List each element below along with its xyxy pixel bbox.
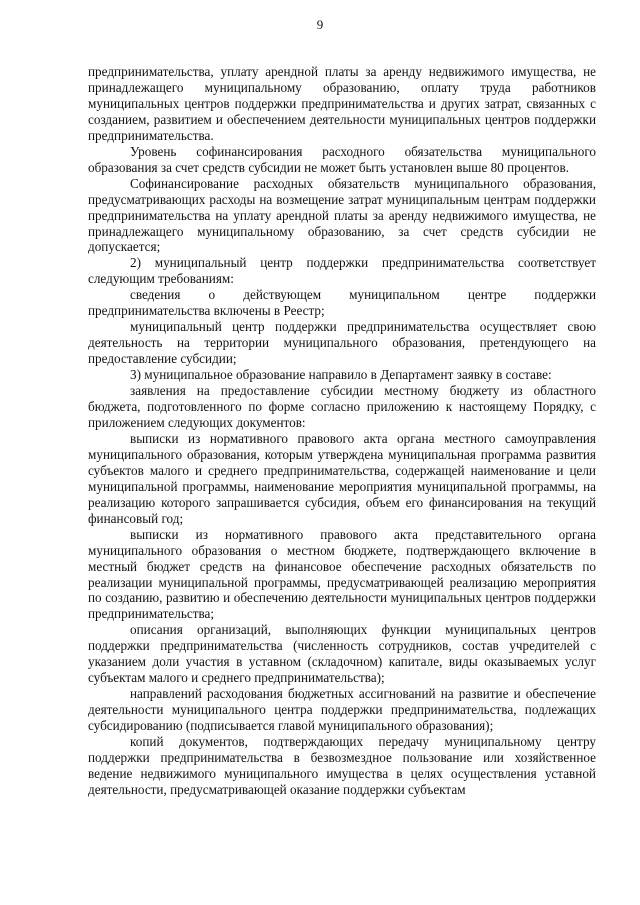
paragraph-document-copies: копий документов, подтверждающих передачу муниципальному центру поддержки предпринимательства в безвозмездное пользование или хозяйственное ведение недвижимого муниципального имущества в целях осуществления уставной деятельности, предусматривающей оказание поддержки субъектам [88,734,596,797]
paragraph-cofinancing-level: Уровень софинансирования расходного обязательства муниципального образования за счет средств субсидии не может быть установлен выше 80 процентов. [88,143,596,175]
page-number: 9 [316,17,324,32]
paragraph-organizations: описания организаций, выполняющих функции муниципальных центров поддержки предпринимательства (численность сотрудников, состав учредителей с указанием доли участия в уставном (складочном) капитале, виды оказываемых услуг субъектам малого и среднего предпринимательства); [88,622,596,686]
paragraph-continuation: предпринимательства, уплату арендной платы за аренду недвижимого имущества, не принадлежащего муниципальному образованию, оплату труда работников муниципальных центров поддержки предпринимательства и других затрат, связанных с созданием, развитием и обеспечением деятельности муниципальных центров поддержки предпринимательства. [88,64,596,143]
paragraph-application: заявления на предоставление субсидии местному бюджету из областного бюджета, подготовленного по форме согласно приложению к настоящему Порядку, с приложением следующих документов: [88,383,596,430]
paragraph-item-2: 2) муниципальный центр поддержки предпринимательства соответствует следующим требованиям: [88,255,596,287]
paragraph-program-extract: выписки из нормативного правового акта органа местного самоуправления муниципального образования, которым утверждена муниципальная программа развития субъектов малого и среднего предпринимательства, содержащей наименование и цели муниципальной программы, наименование мероприятия муниципальной программы, на реализацию которого запрашивается субсидия, объем его финансирования на текущий финансовый год; [88,430,596,526]
paragraph-cofinancing-rent: Софинансирование расходных обязательств муниципального образования, предусматривающих расходы на возмещение затрат муниципальным центрам поддержки предпринимательства на уплату арендной платы за аренду недвижимого имущества, не принадлежащего муниципальному образованию, за счет средств субсидии не допускается; [88,175,596,255]
paragraph-registry-info: сведения о действующем муниципальном центре поддержки предпринимательства включены в Реестр; [88,287,596,319]
paragraph-budget-extract: выписки из нормативного правового акта представительного органа муниципального образования о местном бюджете, подтверждающего включение в местный бюджет средств на финансовое обеспечение расходных обязательств по реализации муниципальной программы, предусматривающей реализацию мероприятия по созданию, развитию и обеспечению деятельности муниципальных центров поддержки предпринимательства; [88,526,596,622]
paragraph-item-3: 3) муниципальное образование направило в Департамент заявку в составе: [130,367,552,383]
paragraph-territory: муниципальный центр поддержки предпринимательства осуществляет свою деятельность на территории муниципального образования, претендующего на предоставление субсидии; [88,319,596,367]
paragraph-spending-directions: направлений расходования бюджетных ассигнований на развитие и обеспечение деятельности муниципального центра поддержки предпринимательства, подлежащих субсидированию (подписывается главой муниципального образования); [88,686,596,734]
document-body [88,64,596,798]
